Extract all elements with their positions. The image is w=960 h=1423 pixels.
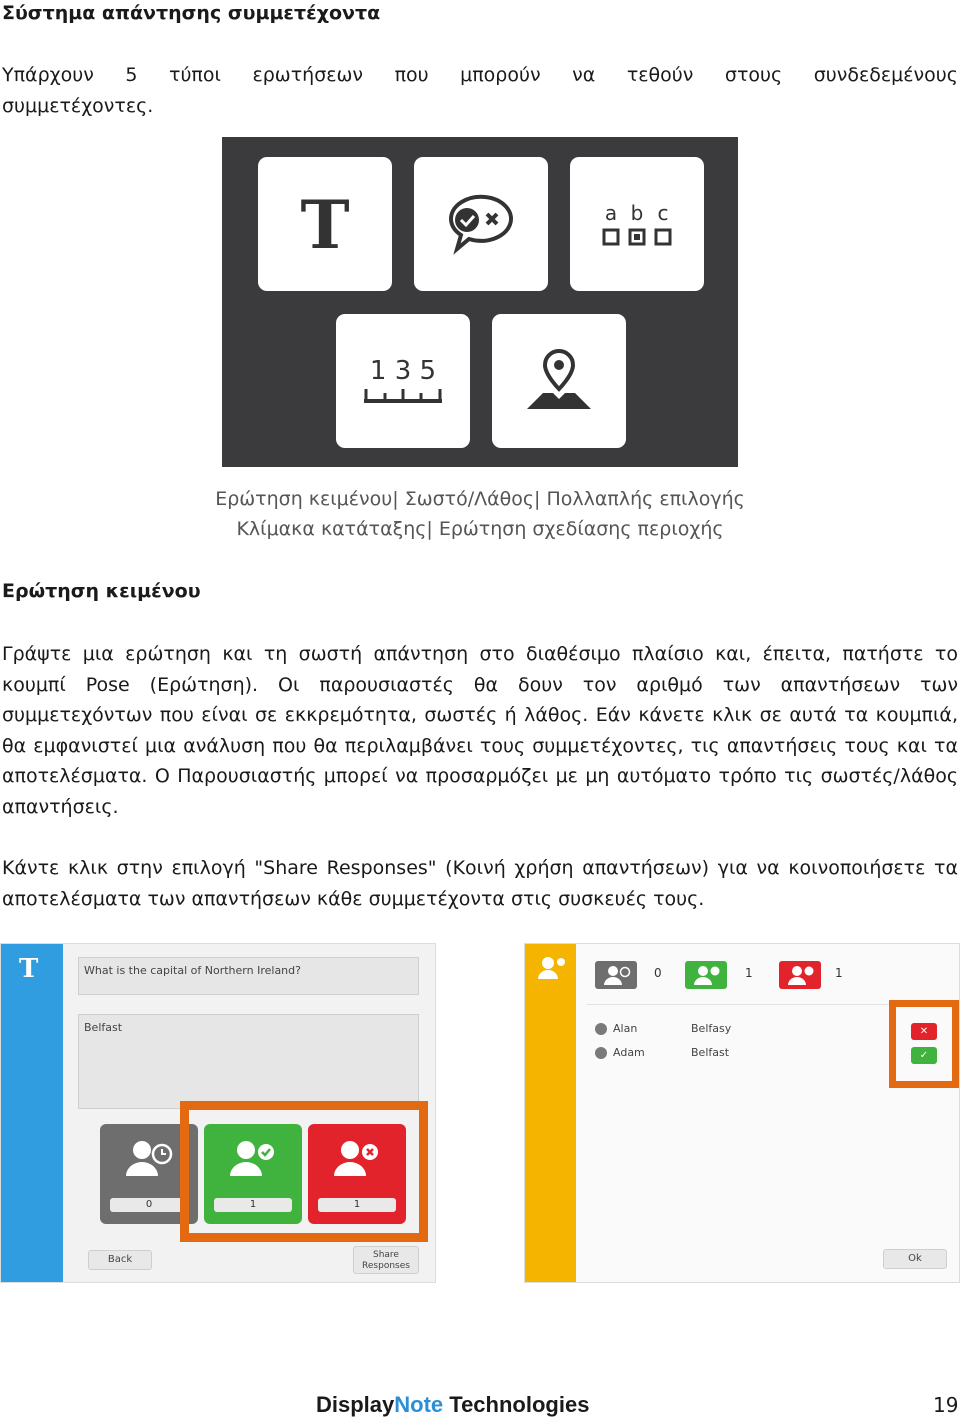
text-question-icon xyxy=(258,157,392,291)
intro-line-1 xyxy=(2,60,958,91)
intro-word: τεθούν xyxy=(626,64,694,86)
participant-name: Adam xyxy=(613,1046,645,1059)
share-responses-button[interactable] xyxy=(353,1246,419,1274)
rating-scale-icon xyxy=(336,314,470,448)
response-row xyxy=(595,1046,730,1059)
text-question-heading: Ερώτηση κειμένου xyxy=(2,580,201,602)
responses-breakdown-screenshot xyxy=(524,943,960,1283)
pending-count: 0 xyxy=(110,1198,188,1212)
brand-logo xyxy=(316,1392,589,1418)
intro-word: να xyxy=(572,64,596,86)
scale-numbers: 1 3 5 xyxy=(369,356,437,386)
types-caption-line-2: Κλίμακα κατάταξης| Ερώτηση σχεδίασης περιοχής xyxy=(236,518,724,540)
intro-line-2: συμμετέχοντες. xyxy=(2,95,154,117)
back-button[interactable]: Back xyxy=(88,1250,152,1270)
share-label: Share xyxy=(373,1250,399,1260)
participant-answer: Belfast xyxy=(691,1046,730,1059)
user-icon xyxy=(595,1023,607,1035)
question-types-image xyxy=(222,137,738,467)
wrong-user-icon xyxy=(779,961,821,989)
highlight-frame xyxy=(889,1000,959,1088)
response-row xyxy=(595,1022,732,1035)
question-field[interactable]: What is the capital of Northern Ireland? xyxy=(78,957,419,995)
intro-word: στους xyxy=(724,64,783,86)
wrong-count: 1 xyxy=(835,966,843,980)
multiple-choice-icon xyxy=(570,157,704,291)
wrong-count: 1 xyxy=(318,1198,396,1212)
brand-technologies: Technologies xyxy=(443,1392,590,1417)
intro-word: που xyxy=(394,64,429,86)
intro-word: ερωτήσεων xyxy=(252,64,364,86)
text-question-icon: T xyxy=(19,954,39,984)
share-responses-paragraph: Κάντε κλικ στην επιλογή "Share Responses" (Κοινή χρήση απαντήσεων) για να κοινοποιήσετε τα αποτελέσματα των απαντήσεων κάθε συμμετέχοντα στις συσκευές τους. xyxy=(2,857,958,910)
participant-name: Alan xyxy=(613,1022,638,1035)
answer-field[interactable]: Belfast xyxy=(78,1014,419,1109)
wrong-filter-button[interactable] xyxy=(779,961,821,989)
intro-word: μπορούν xyxy=(460,64,541,86)
mark-correct-button[interactable]: ✓ xyxy=(911,1047,937,1064)
intro-word: Υπάρχουν xyxy=(2,64,94,86)
responses-label: Responses xyxy=(362,1261,410,1271)
pending-filter-button[interactable] xyxy=(595,961,637,989)
pending-user-icon xyxy=(595,961,637,989)
brand-display: Display xyxy=(316,1392,395,1417)
mark-wrong-button[interactable]: ✕ xyxy=(911,1023,937,1040)
highlight-frame xyxy=(180,1101,428,1242)
user-icon xyxy=(595,1047,607,1059)
text-question-letter: T xyxy=(300,186,350,264)
brand-note: Note xyxy=(394,1392,444,1417)
intro-word: τύποι xyxy=(169,64,221,86)
correct-count: 1 xyxy=(214,1198,292,1212)
page-number: 19 xyxy=(933,1393,959,1417)
text-question-screenshot xyxy=(0,943,436,1283)
pending-user-icon xyxy=(122,1138,176,1178)
choice-letter: c xyxy=(657,201,669,225)
participants-icon xyxy=(537,956,567,980)
text-question-paragraph: Γράψτε μια ερώτηση και τη σωστή απάντηση στο διαθέσιμο πλαίσιο και, έπειτα, πατήστε το κουμπί Pose (Ερώτηση). Οι παρουσιαστές θα δουν τον αριθμό των απαντήσεων των συμμετεχόντων που είναι σε εκκρεμότητα, σωστές ή λάθος. Εάν κάνετε κλικ σε αυτά τα κουμπιά, θα εμφανιστεί μια ανάλυση που θα περιλαμβάνει τους συμμετέχοντες, τις απαντήσεις τους και τα αποτελέσματα. Ο Παρουσιαστής μπορεί να προσαρμόζει με μη αυτόματο τρόπο τις σωστές/λάθος απαντήσεις. xyxy=(2,643,958,818)
choice-letter: a xyxy=(604,201,618,225)
intro-paragraph xyxy=(2,60,958,122)
intro-word: συνδεδεμένους xyxy=(813,64,958,86)
types-caption-line-1: Ερώτηση κειμένου| Σωστό/Λάθος| Πολλαπλής επιλογής xyxy=(215,488,745,510)
choice-letter: b xyxy=(630,201,644,225)
correct-filter-button[interactable] xyxy=(685,961,727,989)
participant-answer: Belfasy xyxy=(691,1022,732,1035)
intro-word: 5 xyxy=(125,64,138,86)
correct-count: 1 xyxy=(745,966,753,980)
region-drawing-icon xyxy=(492,314,626,448)
pending-count: 0 xyxy=(654,966,662,980)
correct-user-icon xyxy=(685,961,727,989)
sidebar xyxy=(1,944,63,1283)
sidebar xyxy=(525,944,576,1283)
section-heading: Σύστημα απάντησης συμμετέχοντα xyxy=(2,2,381,24)
ok-button[interactable]: Ok xyxy=(883,1249,947,1269)
true-false-icon xyxy=(414,157,548,291)
